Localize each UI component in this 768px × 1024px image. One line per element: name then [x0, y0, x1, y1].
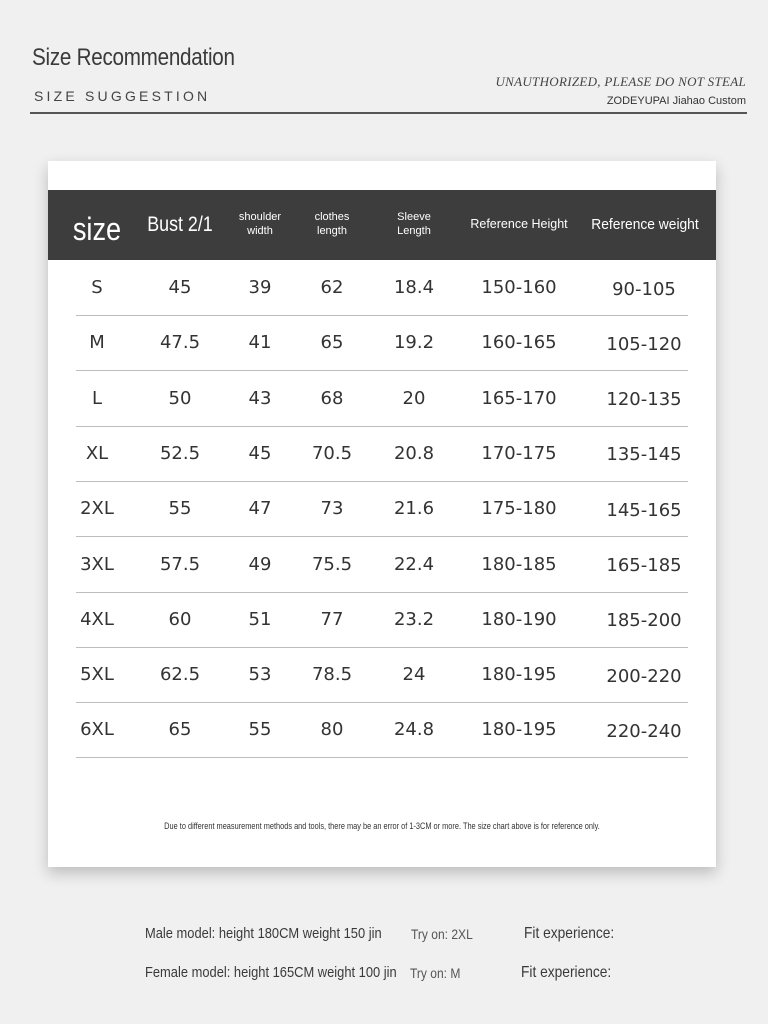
header-title: Size Recommendation — [32, 44, 235, 71]
cell-weight: 200-220 — [606, 665, 682, 687]
female-fit-experience: Fit experience: — [521, 964, 612, 981]
table-row — [76, 538, 688, 593]
cell-height: 170-175 — [481, 442, 557, 464]
cell-size: S — [91, 277, 103, 298]
cell-shoulder: 47 — [248, 498, 272, 520]
cell-size: M — [89, 332, 105, 354]
cell-sleeve: 20.8 — [393, 442, 435, 464]
measurement-note: Due to different measurement methods and tools, there may be an error of 1-3CM or more. The size chart above is for reference only. — [164, 821, 600, 831]
male-model-info: Male model: height 180CM weight 150 jin — [145, 925, 382, 942]
cell-shoulder: 49 — [248, 553, 272, 575]
cell-clothes: 62 — [320, 277, 344, 298]
copyright-warning: UNAUTHORIZED, PLEASE DO NOT STEAL — [495, 74, 746, 89]
female-model-info: Female model: height 165CM weight 100 jin — [145, 964, 397, 981]
cell-size: 6XL — [80, 719, 114, 741]
header-divider — [30, 112, 747, 114]
table-row — [76, 261, 688, 316]
cell-weight: 145-165 — [606, 499, 682, 521]
cell-weight: 220-240 — [606, 720, 682, 742]
cell-size: 3XL — [80, 553, 114, 575]
cell-height: 160-165 — [481, 332, 557, 354]
col-header-clothes: clothes length — [314, 211, 350, 237]
header-subtitle: SIZE SUGGESTION — [34, 88, 211, 104]
cell-bust: 50 — [168, 387, 192, 409]
cell-height: 180-195 — [481, 719, 557, 741]
table-header — [48, 190, 716, 260]
cell-shoulder: 41 — [248, 332, 272, 354]
cell-bust: 47.5 — [159, 332, 201, 354]
cell-height: 150-160 — [481, 277, 557, 298]
cell-bust: 52.5 — [159, 442, 201, 464]
cell-height: 180-195 — [481, 664, 557, 686]
cell-sleeve: 22.4 — [393, 553, 435, 575]
table-row — [76, 482, 688, 537]
cell-size: XL — [85, 442, 109, 464]
cell-shoulder: 53 — [248, 664, 272, 686]
col-header-sleeve: Sleeve Length — [397, 211, 431, 237]
cell-shoulder: 39 — [248, 277, 272, 298]
cell-height: 180-185 — [481, 553, 557, 575]
cell-clothes: 77 — [320, 608, 344, 630]
cell-sleeve: 18.4 — [393, 277, 435, 298]
cell-clothes: 65 — [320, 332, 344, 354]
cell-sleeve: 24 — [402, 664, 426, 686]
cell-size: 4XL — [80, 608, 114, 630]
cell-shoulder: 51 — [248, 608, 272, 630]
cell-bust: 60 — [168, 608, 192, 630]
cell-bust: 65 — [168, 719, 192, 741]
cell-height: 175-180 — [481, 498, 557, 520]
cell-clothes: 80 — [320, 719, 344, 741]
male-fit-experience: Fit experience: — [524, 925, 615, 942]
cell-bust: 57.5 — [159, 553, 201, 575]
table-row — [76, 703, 688, 758]
cell-height: 165-170 — [481, 387, 557, 409]
cell-weight: 185-200 — [606, 610, 682, 632]
cell-sleeve: 24.8 — [393, 719, 435, 741]
cell-clothes: 70.5 — [311, 442, 353, 464]
cell-sleeve: 21.6 — [393, 498, 435, 520]
col-header-shoulder: shoulder width — [238, 211, 282, 237]
table-row — [76, 427, 688, 482]
table-row — [76, 316, 688, 371]
cell-bust: 62.5 — [159, 664, 201, 686]
cell-shoulder: 55 — [248, 719, 272, 741]
cell-weight: 135-145 — [606, 444, 682, 466]
cell-shoulder: 45 — [248, 442, 272, 464]
cell-sleeve: 20 — [402, 387, 426, 409]
female-try-on: Try on: M — [410, 965, 461, 981]
table-row — [76, 372, 688, 427]
cell-size: L — [91, 387, 103, 409]
cell-size: 2XL — [80, 498, 114, 520]
cell-weight: 90-105 — [612, 278, 676, 300]
cell-clothes: 75.5 — [311, 553, 353, 575]
col-header-weight: Reference weight — [591, 215, 699, 233]
cell-sleeve: 19.2 — [393, 332, 435, 354]
male-try-on: Try on: 2XL — [411, 926, 473, 942]
cell-size: 5XL — [80, 664, 114, 686]
cell-clothes: 68 — [320, 387, 344, 409]
cell-weight: 105-120 — [606, 333, 682, 355]
cell-sleeve: 23.2 — [393, 608, 435, 630]
cell-weight: 165-185 — [606, 555, 682, 576]
col-header-bust: Bust 2/1 — [147, 212, 213, 236]
col-header-height: Reference Height — [470, 217, 568, 232]
cell-shoulder: 43 — [248, 387, 272, 409]
table-row — [76, 648, 688, 703]
cell-weight: 120-135 — [606, 389, 682, 411]
table-row — [76, 593, 688, 648]
cell-height: 180-190 — [481, 608, 557, 630]
cell-clothes: 78.5 — [311, 664, 353, 686]
cell-bust: 55 — [168, 498, 192, 520]
size-chart-card — [48, 161, 716, 867]
cell-clothes: 73 — [320, 498, 344, 520]
col-header-size: size — [72, 211, 122, 247]
brand-name: ZODEYUPAI Jiahao Custom — [606, 95, 746, 107]
cell-bust: 45 — [168, 277, 192, 298]
